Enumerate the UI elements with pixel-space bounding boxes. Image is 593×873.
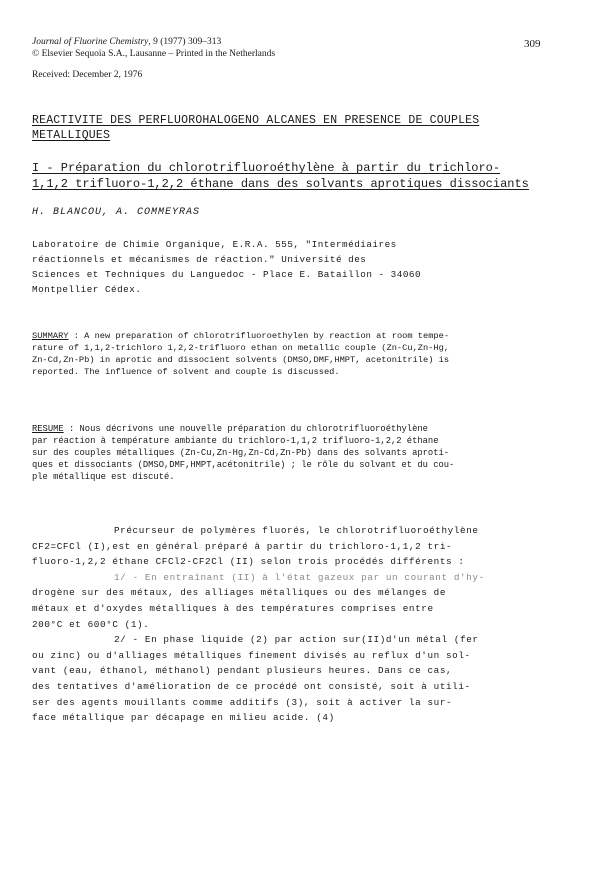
body-line: métaux et d'oxydes métalliques à des températures comprises entre bbox=[32, 602, 434, 614]
journal-name: Journal of Fluorine Chemistry bbox=[32, 37, 149, 47]
body-line: 1/ - En entraînant (II) à l'état gazeux par un courant d'hy- bbox=[114, 571, 485, 583]
authors: H. BLANCOU, A. COMMEYRAS bbox=[32, 207, 201, 218]
resume-heading: RESUME bbox=[32, 424, 64, 434]
resume-line: sur des couples métalliques (Zn-Cu,Zn-Hg,Zn-Cd,Zn-Pb) dans des solvants aproti- bbox=[32, 448, 450, 458]
body-line: ou zinc) ou d'alliages métalliques finement divisés au reflux d'un sol- bbox=[32, 649, 471, 661]
resume-line: ple métallique est discuté. bbox=[32, 472, 175, 482]
body-line: ser des agents mouillants comme additifs (3), soit à activer la sur- bbox=[32, 696, 453, 708]
summary-first-line-text: : A new preparation of chlorotrifluoroethylen by reaction at room tempe- bbox=[68, 331, 450, 341]
journal-citation bbox=[32, 36, 372, 48]
affiliation-line: Laboratoire de Chimie Organique, E.R.A. 555, "Intermédiaires bbox=[32, 239, 397, 250]
body-text bbox=[32, 523, 485, 726]
title-line: REACTIVITE DES PERFLUOROHALOGENO ALCANES EN PRESENCE DE COUPLES bbox=[32, 114, 480, 127]
resume-line: par réaction à température ambiante du trichloro-1,1,2 trifluoro-1,2,2 éthane bbox=[32, 436, 439, 446]
summary-abstract bbox=[32, 330, 449, 378]
page-number: 309 bbox=[524, 38, 541, 50]
resume-first-line-text: : Nous décrivons une nouvelle préparation du chlorotrifluoroéthylène bbox=[63, 424, 428, 434]
affiliation-line: réactionnels et mécanismes de réaction." Université des bbox=[32, 254, 367, 265]
affiliation-line: Montpellier Cédex. bbox=[32, 284, 142, 295]
body-line: Précurseur de polymères fluorés, le chlorotrifluoroéthylène bbox=[114, 525, 479, 536]
affiliation bbox=[32, 237, 421, 297]
journal-header bbox=[32, 36, 372, 60]
resume-abstract bbox=[32, 423, 454, 483]
body-line: vant (eau, éthanol, méthanol) pendant plusieurs heures. Dans ce cas, bbox=[32, 665, 453, 677]
summary-line: Zn-Cd,Zn-Pb) in aprotic and dissocient solvents (DMSO,DMF,HMPT, acetonitrile) is bbox=[32, 355, 450, 365]
summary-heading: SUMMARY bbox=[32, 331, 69, 341]
summary-line: reported. The influence of solvent and couple is discussed. bbox=[32, 367, 340, 377]
body-line: CF2=CFCl (I),est en général préparé à partir du trichloro-1,1,2 tri- bbox=[32, 540, 453, 552]
affiliation-line: Sciences et Techniques du Languedoc - Place E. Bataillon - 34060 bbox=[32, 269, 422, 280]
subtitle-line: I - Préparation du chlorotrifluoroéthylène à partir du trichloro- bbox=[32, 161, 501, 175]
publisher-line: © Elsevier Sequoia S.A., Lausanne – Printed in the Netherlands bbox=[32, 49, 276, 59]
summary-line: rature of 1,1,2-trichloro 1,2,2-trifluoro ethan on metallic couple (Zn-Cu,Zn-Hg, bbox=[32, 343, 450, 353]
resume-first-line bbox=[32, 423, 454, 435]
journal-volume-pages: , 9 (1977) 309–313 bbox=[148, 37, 222, 47]
body-line: des tentatives d'amélioration de ce procédé ont consisté, soit à utili- bbox=[32, 680, 471, 692]
body-line: 2/ - En phase liquide (2) par action sur(II)d'un métal (fer bbox=[114, 634, 479, 646]
body-line: fluoro-1,2,2 éthane CFCl2-CF2Cl (II) selon trois procédés différents : bbox=[32, 556, 465, 568]
resume-line: ques et dissociants (DMSO,DMF,HMPT,acétonitrile) ; le rôle du solvant et du cou- bbox=[32, 460, 455, 470]
body-line: 200°C et 600°C (1). bbox=[32, 618, 150, 630]
summary-first-line bbox=[32, 330, 449, 342]
received-date: Received: December 2, 1976 bbox=[32, 70, 143, 80]
body-line: face métallique par décapage en milieu acide. (4) bbox=[32, 712, 335, 724]
title-line: METALLIQUES bbox=[32, 129, 111, 142]
article-title bbox=[32, 113, 479, 143]
body-line: drogène sur des métaux, des alliages métalliques ou des mélanges de bbox=[32, 587, 446, 599]
article-subtitle bbox=[32, 160, 529, 192]
subtitle-line: 1,1,2 trifluoro-1,2,2 éthane dans des solvants aprotiques dissociants bbox=[32, 177, 529, 191]
